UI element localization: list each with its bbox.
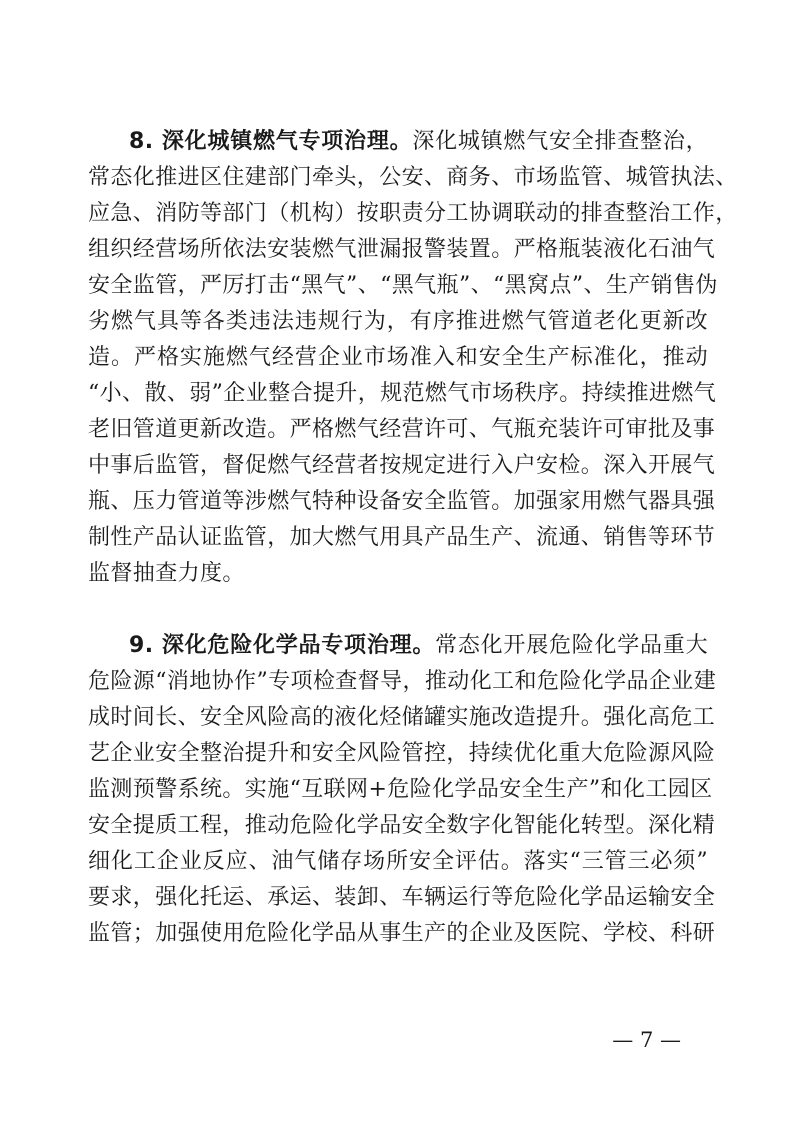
paragraph-line: 细化工企业反应、油气储存场所安全评估。落实“三管三必须” — [88, 849, 708, 874]
section-heading: 9. 深化危险化学品专项治理。 — [129, 633, 436, 658]
paragraph-line: 监管；加强使用危险化学品从事生产的企业及医院、学校、科研 — [88, 921, 716, 946]
paragraph-line: 成时间长、安全风险高的液化烃储罐实施改造提升。强化高危工 — [88, 705, 716, 730]
paragraph-line: 制性产品认证监管，加大燃气用具产品生产、流通、销售等环节 — [88, 525, 716, 550]
section-heading: 8. 深化城镇燃气专项治理。 — [129, 129, 413, 154]
paragraph-line: 劣燃气具等各类违法违规行为，有序推进燃气管道老化更新改 — [88, 309, 708, 334]
paragraph-line: 常态化推进区住建部门牵头，公安、商务、市场监管、城管执法、 — [88, 165, 738, 190]
paragraph-line — [88, 628, 708, 664]
paragraph-line: 要求，强化托运、承运、装卸、车辆运行等危险化学品运输安全 — [88, 885, 716, 910]
paragraph-line — [88, 124, 708, 160]
paragraph-line: 监督抽查力度。 — [88, 561, 245, 586]
paragraph-line: 应急、消防等部门（机构）按职责分工协调联动的排查整治工作， — [88, 201, 738, 226]
page-number: — 7 — — [612, 1028, 681, 1052]
paragraph-line: 造。严格实施燃气经营企业市场准入和安全生产标准化，推动 — [88, 345, 708, 370]
paragraph-line: 监测预警系统。实施“互联网+危险化学品安全生产”和化工园区 — [88, 777, 713, 802]
paragraph-line: 危险源“消地协作”专项检查督导，推动化工和危险化学品企业建 — [88, 669, 717, 694]
paragraph-line: 安全提质工程，推动危险化学品安全数字化智能化转型。深化精 — [88, 813, 716, 838]
paragraph-line: 老旧管道更新改造。严格燃气经营许可、气瓶充装许可审批及事 — [88, 417, 716, 442]
paragraph-line: 组织经营场所依法安装燃气泄漏报警装置。严格瓶装液化石油气 — [88, 237, 716, 262]
paragraph-text: 常态化开展危险化学品重大 — [435, 633, 708, 658]
paragraph-text: 深化城镇燃气安全排查整治， — [412, 129, 708, 154]
paragraph-line: 艺企业安全整治提升和安全风险管控，持续优化重大危险源风险 — [88, 741, 716, 766]
section-9-hazardous-chemicals — [88, 628, 717, 952]
paragraph-line: 中事后监管，督促燃气经营者按规定进行入户安检。深入开展气 — [88, 453, 716, 478]
paragraph-line: 瓶、压力管道等涉燃气特种设备安全监管。加强家用燃气器具强 — [88, 489, 716, 514]
paragraph-line: “小、散、弱”企业整合提升，规范燃气市场秩序。持续推进燃气 — [88, 381, 717, 406]
paragraph-line: 安全监管，严厉打击“黑气”、“黑气瓶”、“黑窝点”、生产销售伪 — [88, 273, 718, 298]
section-8-urban-gas — [88, 124, 738, 592]
